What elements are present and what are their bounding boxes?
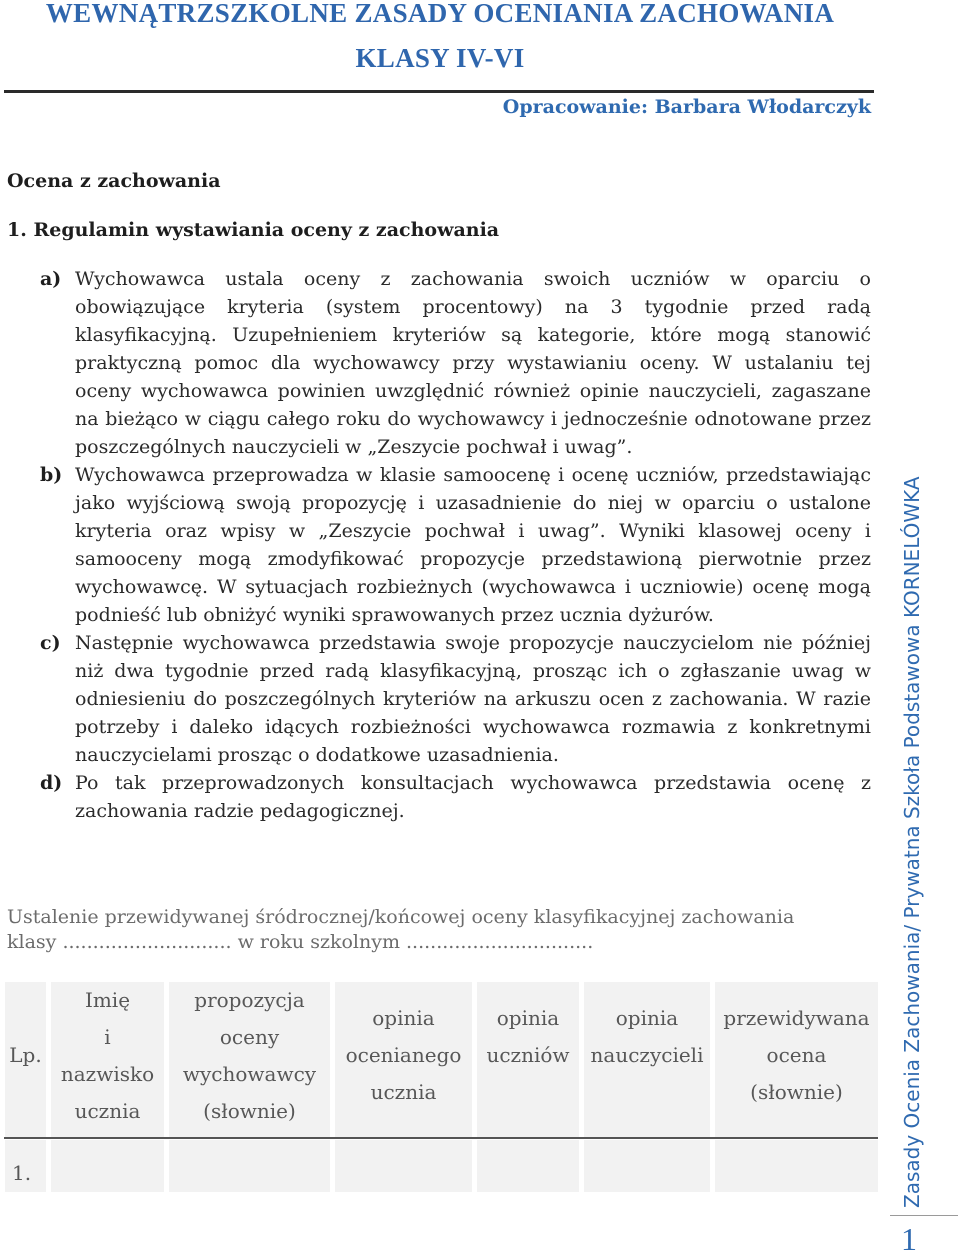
header-cell-lp: [5, 982, 46, 1137]
item-label: c): [40, 632, 61, 654]
header-line: (słownie): [203, 1099, 296, 1123]
regulation-item-a: [40, 265, 871, 461]
form-intro-line: klasy ............................ w roku szkolnym ...............................: [7, 931, 594, 953]
header-line: opinia: [615, 1006, 679, 1030]
header-cell-predicted-grade: [715, 982, 878, 1137]
header-cell-teacher-proposal: [169, 982, 330, 1137]
side-footer-text: Zasady Ocenia Zachowania/ Prywatna Szkoła Podstawowa KORNELÓWKA: [900, 476, 924, 1208]
header-line: Lp.: [9, 1043, 42, 1067]
regulation-item-d: [40, 769, 871, 825]
regulation-list: [40, 265, 871, 825]
page-number: 1: [901, 1221, 917, 1257]
header-line: uczniów: [486, 1043, 570, 1067]
row-cell-teacher-proposal: [169, 1140, 330, 1192]
header-line: opinia: [372, 1006, 435, 1030]
item-text: Wychowawca ustala oceny z zachowania swoich uczniów w oparciu o obowiązujące kryteria (system procentowy) na 3 tygodnie przed radą klasyfikacyjną. Uzupełnieniem kryteriów są kategorie, które mogą stanowić praktyczną pomoc dla wychowawcy przy wystawianiu oceny. W ustalaniu tej oceny wychowawca powinien uwzględnić również opinie nauczycieli, zagaszane na bieżąco w ciągu całego roku do wychowawcy i jednocześnie odnotowane przez poszczególnych nauczycieli w „Zeszycie pochwał i uwag”.: [75, 268, 871, 458]
item-label: b): [40, 464, 63, 486]
header-cell-class-opinion: [477, 982, 579, 1137]
header-line: nauczycieli: [590, 1043, 704, 1067]
header-line: Imię: [84, 988, 131, 1012]
table-header-row: [5, 982, 878, 1137]
row-cell-student-name: [51, 1140, 164, 1192]
row-cell-teachers-opinion: [584, 1140, 710, 1192]
header-line: i: [104, 1025, 111, 1049]
header-line: oceny: [219, 1025, 280, 1049]
page-number-divider: [890, 1215, 958, 1216]
item-label: a): [40, 268, 62, 290]
header-cell-student-opinion: [335, 982, 472, 1137]
header-line: ucznia: [370, 1080, 437, 1104]
header-line: (słownie): [750, 1080, 843, 1104]
form-intro: [7, 905, 872, 955]
author-credit: Opracowanie: Barbara Włodarczyk: [502, 96, 871, 118]
row-cell-class-opinion: [477, 1140, 579, 1192]
regulation-item-c: [40, 629, 871, 769]
regulation-item-b: [40, 461, 871, 629]
regulation-heading: 1. Regulamin wystawiania oceny z zachowania: [7, 219, 500, 241]
header-line: wychowawcy: [182, 1062, 317, 1086]
header-line: nazwisko: [60, 1062, 155, 1086]
row-cell-lp: 1.: [5, 1140, 46, 1192]
table-header-divider: [4, 1137, 878, 1139]
form-intro-line: Ustalenie przewidywanej śródrocznej/końcowej oceny klasyfikacyjnej zachowania: [7, 906, 795, 928]
header-cell-student-name: [51, 982, 164, 1137]
section-title: Ocena z zachowania: [7, 170, 221, 192]
header-line: ucznia: [74, 1099, 141, 1123]
table-row: [5, 1140, 878, 1190]
row-cell-student-opinion: [335, 1140, 472, 1192]
item-text: Następnie wychowawca przedstawia swoje propozycje nauczycielom nie później niż dwa tygodnie przed radą klasyfikacyjną, prosząc ich o zgłaszanie uwag w odniesieniu do poszczególnych kryteriów na arkuszu ocen z zachowania. W razie potrzeby i daleko idących rozbieżności wychowawca rozmawia z konkretnymi nauczycielami prosząc o dodatkowe uzasadnienia.: [75, 632, 871, 766]
header-cell-teachers-opinion: [584, 982, 710, 1137]
document-title: WEWNĄTRZSZKOLNE ZASADY OCENIANIA ZACHOWANIA: [45, 0, 835, 28]
row-cell-predicted-grade: [715, 1140, 878, 1192]
header-line: ocenianego: [345, 1043, 462, 1067]
header-line: opinia: [496, 1006, 560, 1030]
header-line: propozycja: [194, 988, 305, 1012]
header-line: przewidywana: [723, 1006, 870, 1030]
item-text: Po tak przeprowadzonych konsultacjach wychowawca przedstawia ocenę z zachowania radzie pedagogicznej.: [75, 772, 871, 822]
document-subtitle: KLASY IV-VI: [355, 43, 525, 73]
item-label: d): [40, 772, 63, 794]
header-line: ocena: [766, 1043, 827, 1067]
assessment-table: [5, 982, 878, 1190]
item-text: Wychowawca przeprowadza w klasie samoocenę i ocenę uczniów, przedstawiając jako wyjściową swoją propozycję i uzasadnienie do niej w oparciu o ustalone kryteria oraz wpisy w „Zeszycie pochwał i uwag”. Wyniki klasowej oceny i samooceny mogą zmodyfikować propozycje przedstawioną pierwotnie przez wychowawcę. W sytuacjach rozbieżnych (wychowawca i uczniowie) ocenę mogą podnieść lub obniżyć wyniki sprawowanych przez ucznia dyżurów.: [75, 464, 871, 626]
